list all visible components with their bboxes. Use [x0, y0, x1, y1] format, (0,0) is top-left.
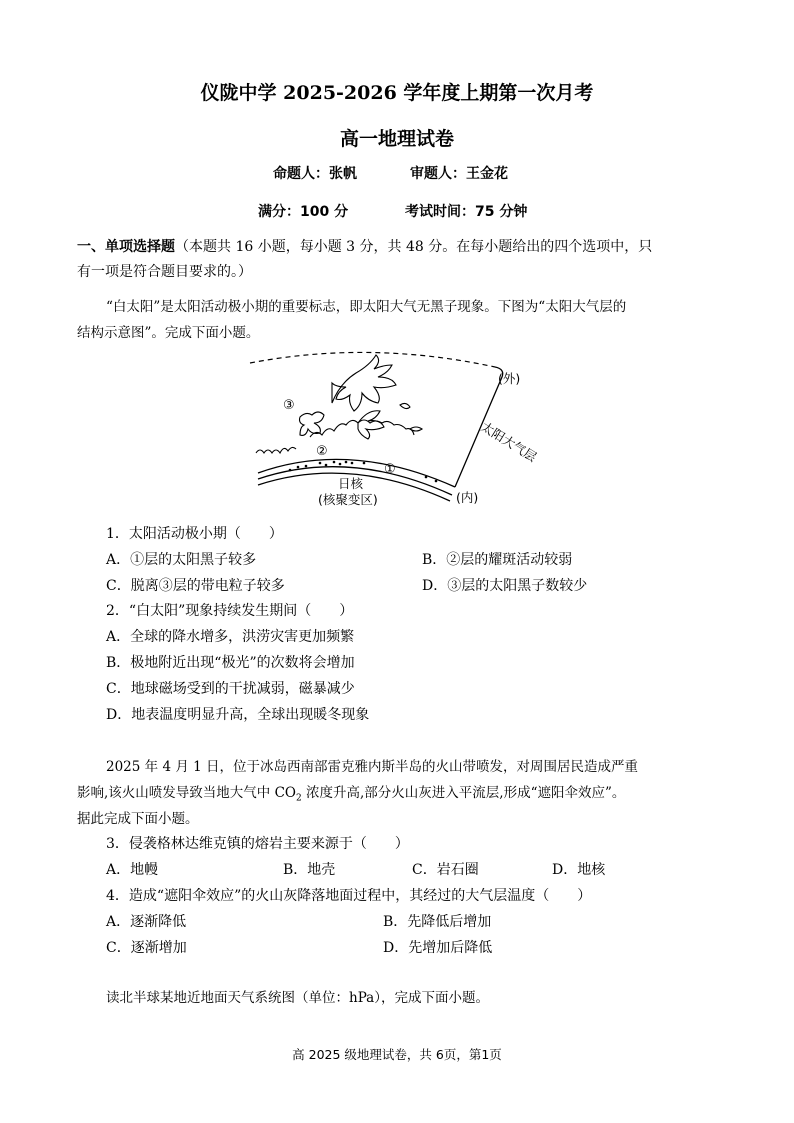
q2-option-b: B．极地附近出现“极光”的次数将会增加: [106, 655, 355, 671]
marker-layer2: ②: [316, 444, 328, 459]
section-desc-line1: （本题共 16 小题，每小题 3 分，共 48 分。在每小题给出的四个选项中，只: [175, 239, 653, 255]
q3-option-d: D．地核: [552, 862, 606, 878]
q4-option-a: A．逐渐降低: [106, 914, 187, 930]
q3-option-a: A．地幔: [106, 862, 159, 878]
page-footer: 高 2025 级地理试卷，共 6页，第1页: [292, 1047, 502, 1062]
q1-option-c: C．脱离③层的带电粒子较多: [106, 578, 285, 594]
section-heading: 一、单项选择题: [77, 239, 175, 255]
solar-atmosphere-figure: [240, 345, 560, 510]
q1-option-b: B．②层的耀斑活动较弱: [422, 552, 573, 568]
corona-flare-1: [332, 355, 396, 411]
author-label: 命题人：张帆: [273, 166, 357, 182]
score-label: 满分：100 分: [258, 204, 349, 220]
passage2-line2-b: 浓度升高,部分火山灰进入平流层,形成“遮阳伞效应”。: [301, 785, 626, 801]
q2-option-d: D．地表温度明显升高，全球出现暖冬现象: [106, 707, 370, 723]
passage1-line2: 结构示意图”。完成下面小题。: [77, 325, 260, 341]
q1-option-d: D．③层的太阳黑子数较少: [422, 578, 588, 594]
co2-subscript: 2: [295, 793, 302, 804]
passage1-line1: “白太阳”是太阳活动极小期的重要标志，即太阳大气无黑子现象。下图为“太阳大气层的: [106, 299, 627, 315]
q2-option-c: C．地球磁场受到的干扰减弱，磁暴减少: [106, 681, 355, 697]
section-desc-line2: 有一项是符合题目要求的。）: [77, 264, 252, 280]
passage2-line3: 据此完成下面小题。: [77, 811, 199, 827]
passage3-line1: 读北半球某地近地面天气系统图（单位：hPa），完成下面小题。: [106, 990, 489, 1006]
label-core: 日核: [338, 476, 364, 491]
q1-stem: 1．太阳活动极小期（ ）: [106, 526, 283, 542]
q1-option-a: A．①层的太阳黑子较多: [106, 552, 257, 568]
q2-stem: 2．“白太阳”现象持续发生期间（ ）: [106, 603, 354, 619]
exam-title: 仪陇中学 2025-2026 学年度上期第一次月考: [200, 82, 594, 104]
label-inner: (内): [456, 490, 479, 505]
passage2-line1: 2025 年 4 月 1 日，位于冰岛西南部雷克雅内斯半岛的火山带喷发，对周围居民造成严重: [106, 759, 638, 775]
exam-subtitle: 高一地理试卷: [339, 128, 454, 150]
passage2-line2-a: 影响,该火山喷发导致当地大气中 CO: [77, 785, 296, 801]
marker-layer3: ③: [283, 398, 295, 413]
q3-stem: 3．侵袭格林达维克镇的熔岩主要来源于（ ）: [106, 836, 409, 852]
q3-option-c: C．岩石圈: [412, 862, 479, 878]
corona-flare-3: [358, 411, 384, 439]
chromosphere-wave: [256, 420, 414, 453]
marker-layer1: ①: [384, 462, 396, 477]
label-outer: (外): [498, 371, 521, 386]
corona-flare-2: [300, 412, 325, 435]
q4-option-d: D．先增加后降低: [383, 940, 493, 956]
reviewer-label: 审题人：王金花: [410, 166, 508, 182]
q2-option-a: A．全球的降水增多，洪涝灾害更加频繁: [106, 629, 355, 645]
section-intro: [77, 234, 727, 260]
label-core-sub: (核聚变区): [318, 492, 378, 507]
q3-option-b: B．地壳: [283, 862, 336, 878]
q4-option-b: B．先降低后增加: [383, 914, 492, 930]
q4-option-c: C．逐渐增加: [106, 940, 187, 956]
label-atmosphere: 太阳大气层: [478, 418, 540, 465]
time-label: 考试时间：75 分钟: [405, 204, 528, 220]
q4-stem: 4．造成“遮阳伞效应”的火山灰降落地面过程中，其经过的大气层温度（ ）: [106, 888, 592, 904]
